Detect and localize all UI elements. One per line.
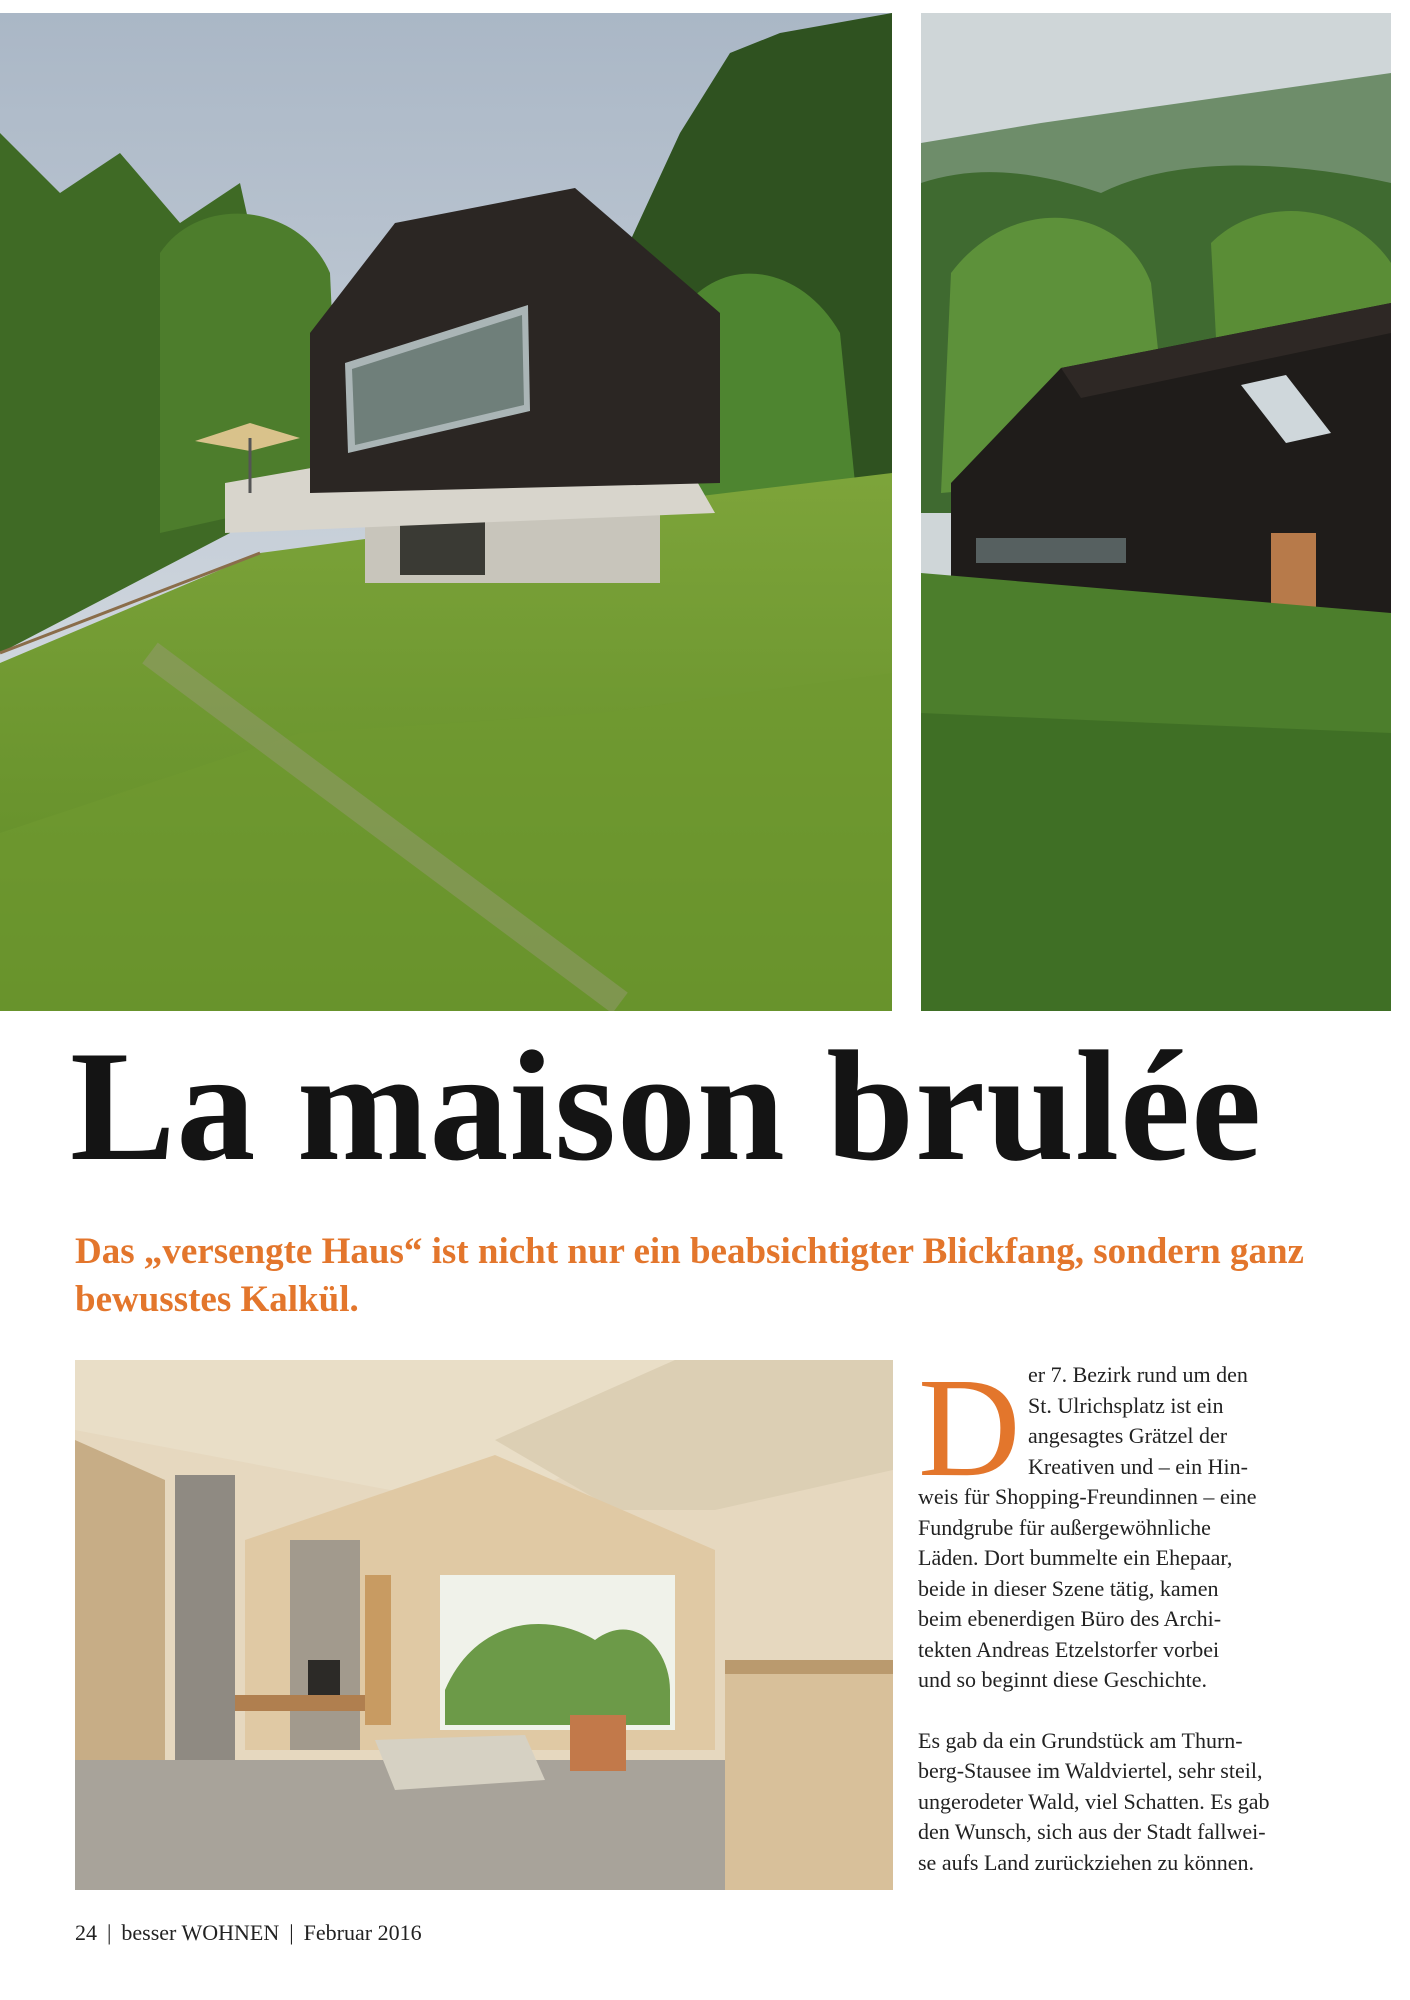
subtitle: Das „versengte Haus“ ist nicht nur ein beabsichtigter Blickfang, sondern ganz bewusstes Kalkül. xyxy=(75,1231,1304,1320)
text-line: ungerodeter Wald, viel Schatten. Es gab xyxy=(918,1788,1270,1814)
text-line: tekten Andreas Etzelstorfer vorbei xyxy=(918,1636,1220,1662)
text-line: Kreativen und – ein Hin- xyxy=(1028,1453,1248,1479)
page-footer xyxy=(75,1920,422,1946)
footer-separator: | xyxy=(107,1920,112,1945)
headline: La maison brulée xyxy=(70,1019,1263,1194)
text-line: und so beginnt diese Geschichte. xyxy=(918,1667,1207,1692)
text-line: weis für Shopping-Freundinnen – eine xyxy=(918,1484,1257,1509)
text-line: beim ebenerdigen Büro des Archi- xyxy=(918,1606,1222,1631)
text-line: Läden. Dort bummelte ein Ehepaar, xyxy=(918,1545,1233,1570)
footer-separator: | xyxy=(289,1920,294,1945)
photo-house-hillside xyxy=(0,13,892,1011)
magazine-name: besser WOHNEN xyxy=(121,1920,280,1945)
text-line: er 7. Bezirk rund um den xyxy=(1028,1362,1248,1387)
text-line: St. Ulrichsplatz ist ein xyxy=(1028,1392,1224,1418)
photo-house-meadow xyxy=(921,13,1391,1011)
article-body xyxy=(918,1348,1318,1908)
dropcap: D xyxy=(918,1348,1021,1506)
text-line: Es gab da ein Grundstück am Thurn- xyxy=(918,1727,1243,1753)
text-line: se aufs Land zurückziehen zu können. xyxy=(918,1849,1254,1875)
page-number: 24 xyxy=(75,1920,97,1945)
text-line: berg-Stausee im Waldviertel, sehr steil, xyxy=(918,1758,1263,1783)
text-line: beide in dieser Szene tätig, kamen xyxy=(918,1575,1219,1601)
issue-date: Februar 2016 xyxy=(303,1920,422,1945)
text-line: angesagtes Grätzel der xyxy=(1028,1423,1228,1448)
text-line: Fundgrube für außergewöhnliche xyxy=(918,1514,1211,1540)
article-paragraph-1 xyxy=(918,1348,1318,1696)
photo-interior xyxy=(75,1360,893,1890)
text-line: den Wunsch, sich aus der Stadt fallwei- xyxy=(918,1819,1266,1844)
article-paragraph-2 xyxy=(918,1726,1318,1879)
